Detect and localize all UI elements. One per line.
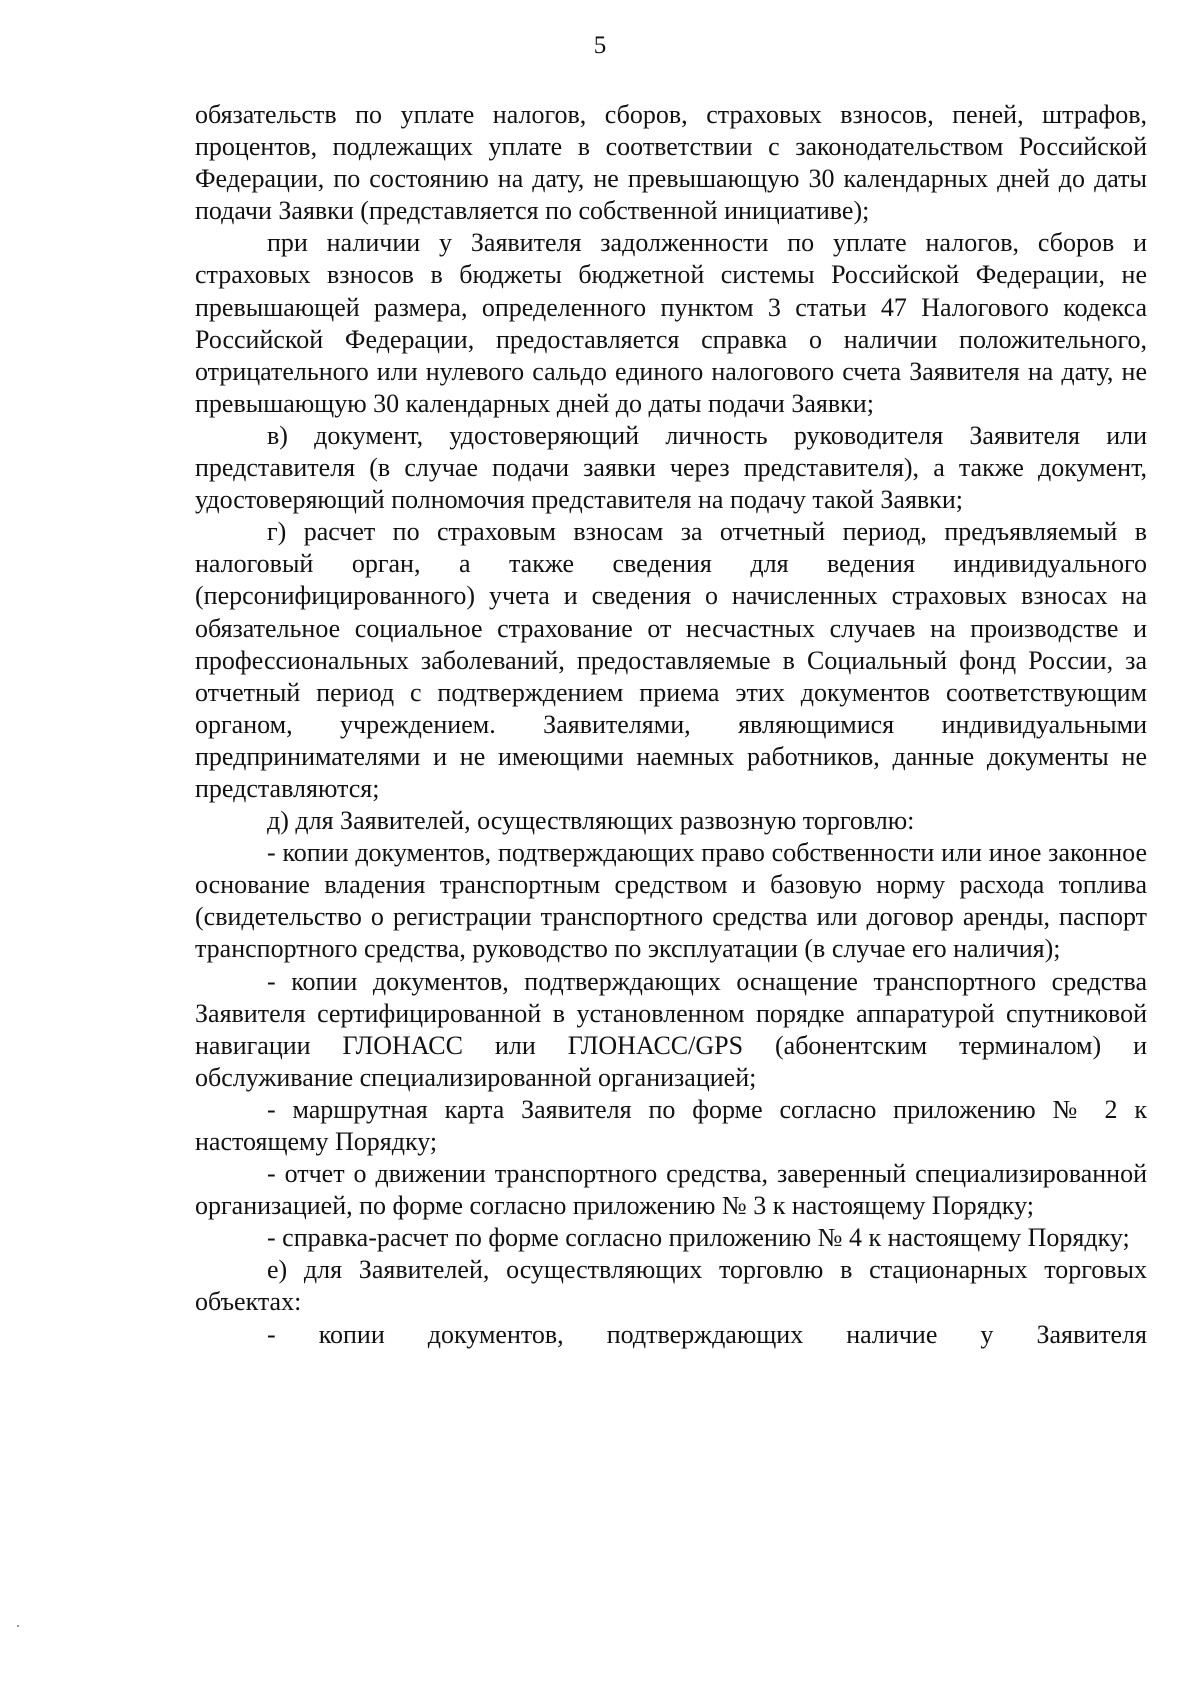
paragraph-vehicle-ownership-documents: - копии документов, подтверждающих право собственности или иное законное основание владения транспортным средством и базовую норму расхода топлива (свидетельство о регистрации транспортного средства или договор аренды, паспорт транспортного средства, руководство по эксплуатации (в случае его наличия);: [195, 838, 1147, 964]
paragraph-glonass-equipment-documents: - копии документов, подтверждающих оснащение транспортного средства Заявителя сертифицированной в установленном порядке аппаратурой спутниковой навигации ГЛОНАСС или ГЛОНАСС/GPS (абонентским терминалом) и обслуживание специализированной организацией;: [195, 966, 1147, 1092]
paragraph-tax-obligations-continuation: обязательств по уплате налогов, сборов, страховых взносов, пеней, штрафов, процентов, подлежащих уплате в соответствии с законодательством Российской Федерации, по состоянию на дату, не превышающую 30 календарных дней до даты подачи Заявки (представляется по собственной инициативе);: [195, 100, 1147, 226]
paragraph-vehicle-movement-report: - отчет о движении транспортного средства, заверенный специализированной организацией, по форме согласно приложению № 3 к настоящему Порядку;: [195, 1159, 1147, 1221]
paragraph-item-d-mobile-trade: д) для Заявителей, осуществляющих развозную торговлю:: [267, 806, 915, 836]
document-body: [195, 99, 1147, 1351]
paragraph-item-g-insurance-calculation: г) расчет по страховым взносам за отчетный период, предъявляемый в налоговый орган, а также сведения для ведения индивидуального (персонифицированного) учета и сведения о начисленных страховых взносах на обязательное социальное страхование от несчастных случаев на производстве и профессиональных заболеваний, предоставляемые в Социальный фонд России, за отчетный период с подтверждением приема этих документов соответствующим органом, учреждением. Заявителями, являющимися индивидуальными предпринимателями и не имеющими наемных работников, данные документы не представляются;: [195, 517, 1147, 803]
paragraph-item-v-identity-document: в) документ, удостоверяющий личность руководителя Заявителя или представителя (в случае подачи заявки через представителя), а также документ, удостоверяющий полномочия представителя на подачу такой Заявки;: [195, 420, 1147, 515]
paragraph-stationary-trade-documents: - копии документов, подтверждающих наличие у Заявителя: [267, 1319, 1147, 1349]
paragraph-calculation-certificate: - справка-расчет по форме согласно приложению № 4 к настоящему Порядку;: [267, 1223, 1130, 1253]
paragraph-tax-debt-certificate: при наличии у Заявителя задолженности по уплате налогов, сборов и страховых взносов в бюджеты бюджетной системы Российской Федерации, не превышающей размера, определенного пунктом 3 статьи 47 Налогового кодекса Российской Федерации, предоставляется справка о наличии положительного, отрицательного или нулевого сальдо единого налогового счета Заявителя на дату, не превышающую 30 календарных дней до даты подачи Заявки;: [195, 228, 1147, 418]
paragraph-item-e-stationary-trade: е) для Заявителей, осуществляющих торговлю в стационарных торговых объектах:: [195, 1255, 1147, 1317]
paragraph-route-map: - маршрутная карта Заявителя по форме согласно приложению № 2 к настоящему Порядку;: [195, 1094, 1147, 1156]
scan-speck: [17, 1625, 19, 1627]
page-number: 5: [593, 32, 607, 59]
